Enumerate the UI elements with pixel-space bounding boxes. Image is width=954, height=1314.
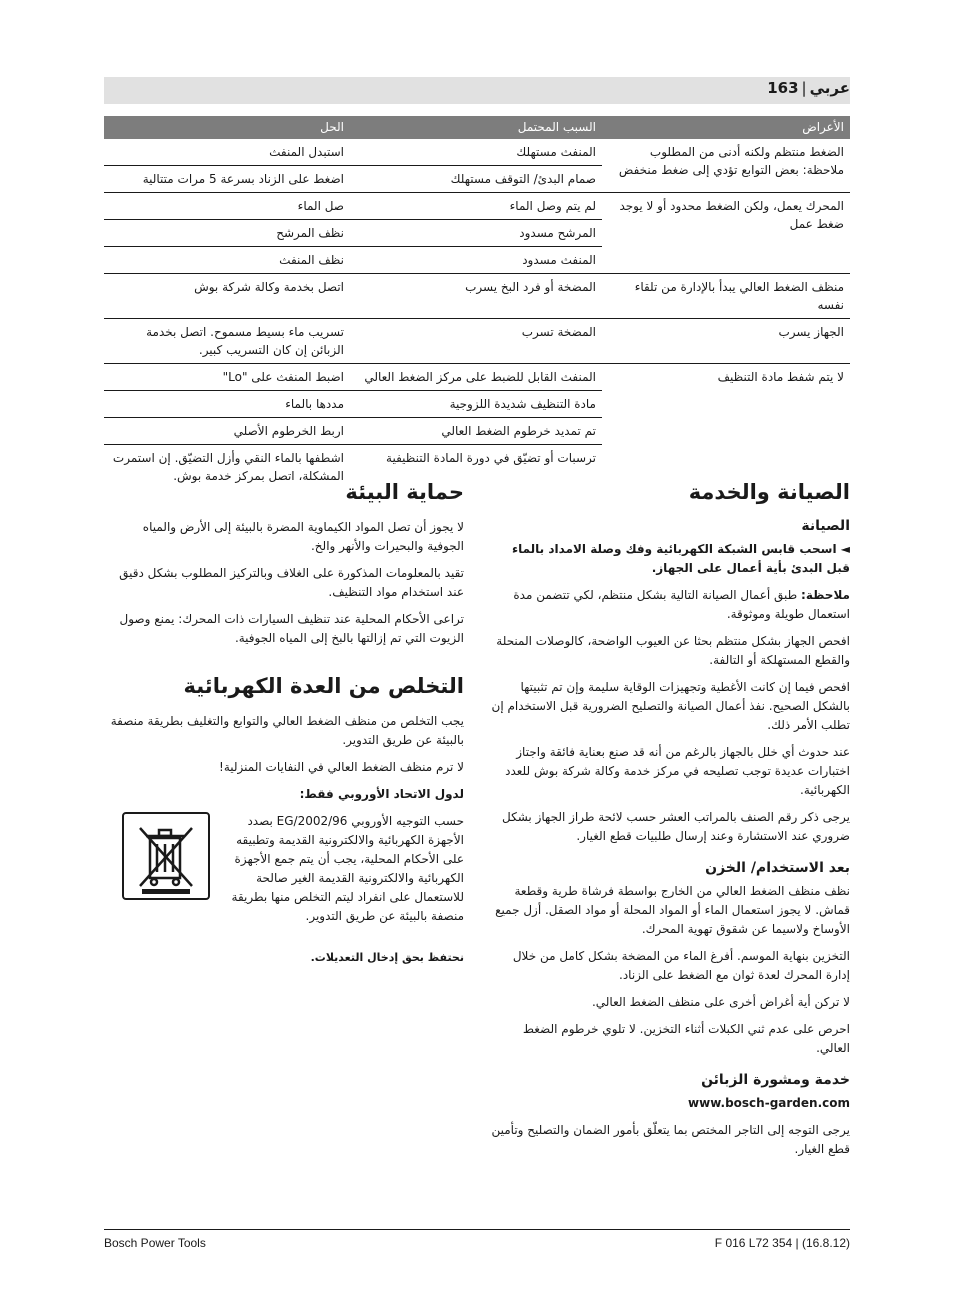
table-row (104, 166, 602, 192)
table-header (104, 116, 850, 139)
cause-remedy-rows (104, 274, 602, 318)
header-bar (104, 77, 850, 104)
storage-p3: لا تركن أية أغراض أخرى على منظف الضغط العالي. (591, 995, 850, 1009)
symptom-cell: الجهاز يسرب (778, 325, 844, 339)
note-paragraph (490, 586, 850, 624)
remedy-cell: اربط الخرطوم الأصلي (233, 424, 344, 438)
maintenance-p3: عند حدوث أي خلل بالجهاز بالرغم من أنه قد صنع بعناية فائقة واجتاز اختبارات عديدة توجب تصليحه في مركز خدمة وكالة شركة بوش للعدد الكهربائية. (505, 745, 850, 797)
maintenance-p4: يرجى ذكر رقم الصنف بالمراتب العشر حسب لائحة طراز الجهاز بشكل ضروري عند الاستشارة وعند إرسال طلبيات قطع الغيار. (502, 810, 850, 843)
table-row (104, 274, 602, 300)
environment-title: حماية البيئة (345, 480, 464, 504)
cause-remedy-rows (104, 193, 602, 273)
service-url[interactable]: www.bosch-garden.com (688, 1096, 850, 1110)
remedy-cell: تسريب ماء بسيط مسموح. اتصل بخدمة الزبائن إن كان التسريب كبير. (146, 325, 344, 357)
crossed-out-wheelie-bin-icon (122, 812, 210, 900)
cause-cell: صمام البدئ/ التوقف مستهلك (450, 172, 596, 186)
table-group (104, 193, 850, 274)
service-text: يرجى التوجه إلى التاجر المختص بما يتعلّق بأمور الضمان والتصليح وتأمين قطع الغيار. (491, 1123, 850, 1156)
cause-cell: المضخة أو فرد البخ يسرب (465, 280, 596, 294)
cause-cell: المنفث القابل للضبط على مركز الضغط العالي (364, 370, 596, 384)
table-group (104, 364, 850, 489)
table-row (104, 139, 602, 166)
storage-p2: التخزين بنهاية الموسم. أفرغ الماء من المضخة بشكل كامل من خلال إدارة المحرك لعدة ثوان مع الضغط على الزناد. (512, 949, 850, 982)
table-group (104, 139, 850, 193)
table-row (104, 418, 602, 445)
troubleshooting-table (104, 116, 850, 489)
symptom-cell: لا يتم شفط مادة التنظيف (717, 370, 844, 384)
changes-note: نحتفظ بحق إدخال التعديلات. (310, 951, 464, 964)
eu-label: لدول الاتحاد الأوروبي فقط: (299, 787, 464, 801)
table-row (104, 193, 602, 220)
cause-cell: ترسبات أو تضيّق في دورة المادة التنظيفية (386, 451, 596, 465)
storage-p1: نظف منظف الضغط العالي من الخارج بواسطة فرشاة طرية وقطعة قماش. لا يجوز استعمال الماء أو المواد المحلة أو مواد الصقل. أزل جميع الأوساخ ولاسيما عن شقوق تهوية المحرك. (495, 884, 850, 936)
language-label: عربي (809, 79, 850, 97)
remedy-cell: اشطفها بالماء النقي وأزل التضيّق. إن استمرت المشكلة، اتصل بمركز خدمة بوش. (112, 451, 344, 483)
footer-right: F 016 L72 354 | (16.8.12) (714, 1236, 850, 1250)
table-row (104, 247, 602, 273)
cause-remedy-rows (104, 319, 602, 363)
note-label: ملاحظة: (801, 588, 850, 602)
maintenance-title: الصيانة والخدمة (688, 480, 850, 504)
symptom-cell: منظف الضغط العالي يبدأ بالإدارة من تلقاء نفسه (634, 280, 844, 312)
service-subtitle: خدمة ومشورة الزبائن (701, 1072, 850, 1088)
page-number: 163 (767, 79, 799, 97)
environment-p3: تراعى الأحكام المحلية عند تنظيف السيارات ذات المحرك: يمنع وصول الزيوت التي تم إزالتها بالبخ إلى المياه الجوفية. (119, 612, 464, 645)
footer-left: Bosch Power Tools (104, 1236, 206, 1250)
maintenance-column (490, 478, 850, 1167)
cause-remedy-rows (104, 139, 602, 192)
cause-cell: مادة التنظيف شديدة اللزوجية (449, 397, 596, 411)
environment-column (104, 478, 464, 975)
storage-p4: احرص على عدم ثني الكبلات أثناء التخزين. لا تلوي خرطوم الضغط العالي. (522, 1022, 850, 1055)
disposal-p2: لا ترم منظف الضغط العالي في النفايات المنزلية! (219, 760, 464, 774)
symptom-cell: الضغط منتظم ولكنه أدنى من المطلوب ملاحظة: بعض التوابع تؤدي إلى ضغط منخفض (618, 145, 844, 177)
cause-cell: تم تمديد خرطوم الضغط العالي (441, 424, 596, 438)
table-body (104, 139, 850, 489)
cause-cell: لم يتم وصل الماء (509, 199, 596, 213)
cause-cell: المرشح مسدود (519, 226, 596, 240)
note-text: طبق أعمال الصيانة التالية بشكل منتظم، لكي تتضمن مدة استعمال طويلة وموثوقة. (513, 588, 850, 621)
storage-subtitle: بعد الاستخدام/ الخزن (705, 860, 850, 876)
environment-p1: لا يجوز أن تصل المواد الكيماوية المضرة بالبيئة إلى الأرض والمياه الجوفية والبحيرات والأنهر والخ. (142, 520, 464, 553)
environment-p2: تقيد بالمعلومات المذكورة على الغلاف وبالتركيز المطلوب بشكل دقيق عند استخدام مواد التنظيف. (119, 566, 464, 599)
header-symptoms: الأعراض (802, 120, 844, 134)
page-label: عربي|163 (767, 79, 850, 97)
header-remedy: الحل (320, 120, 344, 134)
table-group (104, 319, 850, 364)
maintenance-p1: افحص الجهاز بشكل منتظم بحثا عن العيوب الواضحة، كالوصلات المنحلة والقطع المستهلكة أو التالفة. (496, 634, 850, 667)
cause-remedy-rows (104, 364, 602, 489)
table-row (104, 220, 602, 247)
symptom-cell: المحرك يعمل، ولكن الضغط محدود أو لا يوجد ضغط عمل (619, 199, 844, 231)
footer-divider (104, 1229, 850, 1230)
remedy-cell: نظف المرشح (276, 226, 344, 240)
warning-text: ◄ اسحب قابس الشبكة الكهربائية وفك وصلة الامداد بالماء قبل البدئ بأية أعمال على الجهاز. (511, 542, 850, 575)
remedy-cell: اضغط على الزناد بسرعة 5 مرات متتالية (142, 172, 344, 186)
cause-cell: المنفث مسدود (522, 253, 596, 267)
table-group (104, 274, 850, 319)
remedy-cell: مددها بالماء (285, 397, 344, 411)
table-row (104, 391, 602, 418)
maintenance-p2: افحص فيما إن كانت الأغطية وتجهيزات الوقاية سليمة وإن تم تثبيتها بالشكل الصحيح. نفذ أعمال الصيانة والتصليح الضرورية قبل الاستخدام إن تطلب الأمر ذلك. (491, 680, 850, 732)
header-cause: السبب المحتمل (517, 120, 596, 134)
remedy-cell: اتصل بخدمة وكالة شركة بوش (194, 280, 344, 294)
disposal-title: التخلص من العدة الكهربائية (183, 674, 464, 698)
table-row (104, 364, 602, 391)
maintenance-subtitle: الصيانة (801, 518, 850, 534)
cause-cell: المضخة تسرب (521, 325, 596, 339)
eu-text: حسب التوجيه الأوروبي 2002/96/EG بصدد الأجهزة الكهربائية والالكترونية القديمة وتطبيقه على الأحكام المحلية، يجب أن يتم جمع الأجهزة الكهربائية والالكترونية القديمة الغير صالحة للاستعمال على انفراد ليتم التخلص منها بطريقة منصفة بالبيئة عن طريق التدوير. (231, 814, 464, 923)
remedy-cell: صل الماء (297, 199, 344, 213)
disposal-p1: يجب التخلص من منظف الضغط العالي والتوابع والتغليف بطريقة منصفة بالبيئة عن طريق التدوير. (110, 714, 464, 747)
remedy-cell: استبدل المنفث (269, 145, 344, 159)
remedy-cell: اضبط المنفث على "Lo" (222, 370, 344, 384)
remedy-cell: نظف المنفث (279, 253, 344, 267)
table-row (104, 319, 602, 363)
weee-block (104, 812, 464, 934)
cause-cell: المنفث مستهلك (516, 145, 596, 159)
